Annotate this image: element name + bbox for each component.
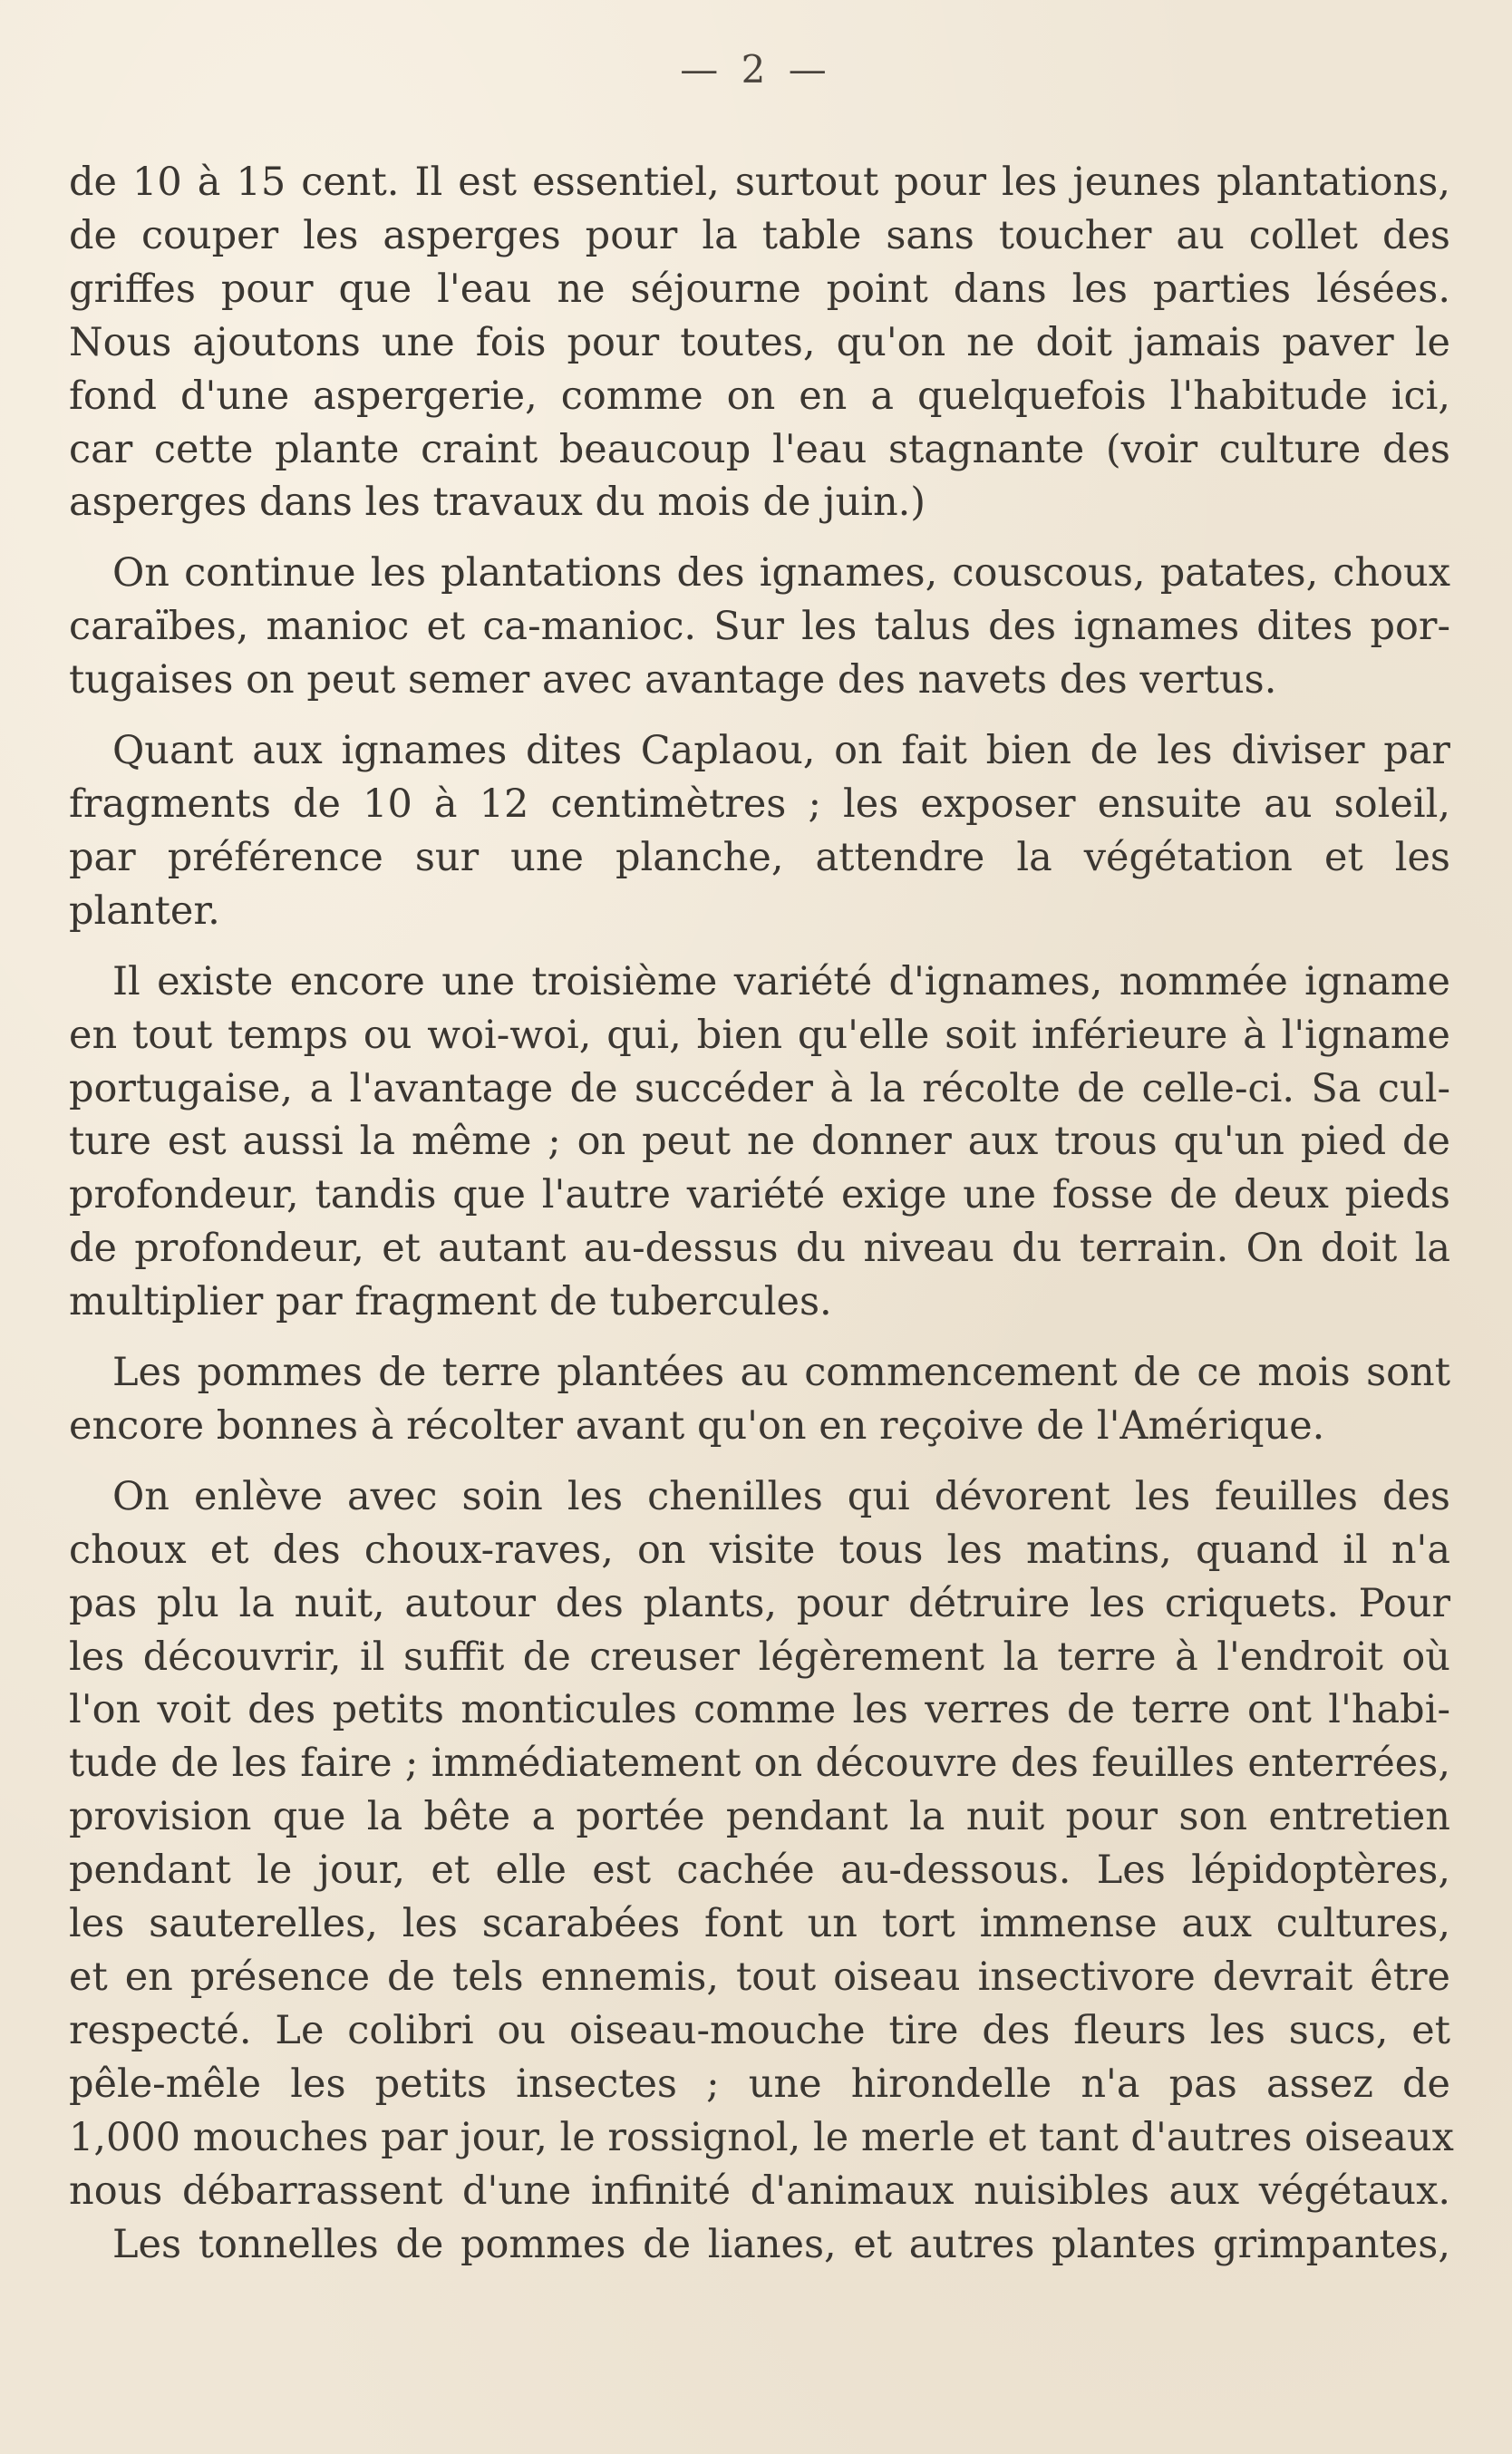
text-line: Il existe encore une troisième variété d'ignames, nommée igname bbox=[112, 958, 1450, 1004]
text-line: profondeur, tandis que l'autre variété exige une fosse de deux pieds bbox=[69, 1172, 1450, 1218]
text-line: portugaise, a l'avantage de succéder à la récolte de celle-ci. Sa cul- bbox=[69, 1065, 1450, 1111]
text-line: griffes pour que l'eau ne séjourne point dans les parties lésées. bbox=[69, 266, 1450, 312]
paragraph-pests bbox=[69, 1470, 1454, 2272]
paragraph-plantations bbox=[69, 547, 1450, 707]
paragraph-potatoes bbox=[69, 1346, 1450, 1453]
text-line: On enlève avec soin les chenilles qui dévorent les feuilles des bbox=[112, 1473, 1450, 1519]
text-line: Quant aux ignames dites Caplaou, on fait bien de les diviser par bbox=[112, 728, 1450, 774]
text-line: On continue les plantations des ignames, couscous, patates, choux bbox=[112, 550, 1450, 597]
text-line: Les tonnelles de pommes de lianes, et autres plantes grimpantes, bbox=[112, 2221, 1450, 2267]
text-line: en tout temps ou woi-woi, qui, bien qu'elle soit inférieure à l'igname bbox=[69, 1012, 1450, 1058]
text-line: ture est aussi la même ; on peut ne donner aux trous qu'un pied de bbox=[69, 1119, 1450, 1165]
text-line: Nous ajoutons une fois pour toutes, qu'on ne doit jamais paver le bbox=[69, 319, 1450, 365]
text-line: Les pommes de terre plantées au commencement de ce mois sont bbox=[112, 1350, 1450, 1396]
text-line: respecté. Le colibri ou oiseau-mouche tire des fleurs les sucs, et bbox=[69, 2007, 1450, 2053]
text-line: pendant le jour, et elle est cachée au-dessous. Les lépidoptères, bbox=[69, 1848, 1450, 1894]
text-line: asperges dans les travaux du mois de juin.) bbox=[69, 480, 926, 526]
text-line: caraïbes, manioc et ca-manioc. Sur les talus des ignames dites por- bbox=[69, 604, 1450, 650]
text-line: pêle-mêle les petits insectes ; une hirondelle n'a pas assez de bbox=[69, 2061, 1450, 2107]
text-line: de profondeur, et autant au-dessus du niveau du terrain. On doit la bbox=[69, 1226, 1450, 1272]
paragraph-woi-woi bbox=[69, 955, 1450, 1329]
text-line: multiplier par fragment de tubercules. bbox=[69, 1279, 832, 1325]
paragraph-asparagus bbox=[69, 156, 1450, 529]
page-number: — 2 — bbox=[680, 47, 832, 92]
text-line: provision que la bête a portée pendant la nuit pour son entretien bbox=[69, 1794, 1450, 1840]
text-line: choux et des choux-raves, on visite tous les matins, quand il n'a bbox=[69, 1527, 1450, 1573]
text-line: de couper les asperges pour la table sans toucher au collet des bbox=[69, 212, 1450, 258]
text-line: de 10 à 15 cent. Il est essentiel, surtout pour les jeunes plantations, bbox=[69, 160, 1450, 205]
text-line: car cette plante craint beaucoup l'eau stagnante (voir culture des bbox=[69, 426, 1450, 472]
text-line: l'on voit des petits monticules comme les verres de terre ont l'habi- bbox=[69, 1687, 1450, 1733]
text-line: planter. bbox=[69, 888, 220, 934]
body-text bbox=[69, 156, 1454, 2271]
text-line: nous débarrassent d'une infinité d'animaux nuisibles aux végétaux. bbox=[69, 2168, 1450, 2214]
text-line: fragments de 10 à 12 centimètres ; les exposer ensuite au soleil, bbox=[69, 781, 1450, 827]
text-line: tude de les faire ; immédiatement on découvre des feuilles enterrées, bbox=[69, 1741, 1450, 1787]
text-line: fond d'une aspergerie, comme on en a quelquefois l'habitude ici, bbox=[69, 373, 1450, 419]
text-line: les sauterelles, les scarabées font un tort immense aux cultures, bbox=[69, 1901, 1450, 1947]
text-line: encore bonnes à récolter avant qu'on en reçoive de l'Amérique. bbox=[69, 1402, 1325, 1449]
text-line: pas plu la nuit, autour des plants, pour détruire les criquets. Pour bbox=[69, 1580, 1450, 1626]
paragraph-caplaou bbox=[69, 724, 1450, 938]
text-line: et en présence de tels ennemis, tout oiseau insectivore devrait être bbox=[69, 1954, 1450, 2000]
text-line: tugaises on peut semer avec avantage des navets des vertus. bbox=[69, 657, 1277, 703]
text-line: par préférence sur une planche, attendre la végétation et les bbox=[69, 834, 1450, 880]
text-line: les découvrir, il suffit de creuser légèrement la terre à l'endroit où bbox=[69, 1634, 1450, 1680]
text-line: 1,000 mouches par jour, le rossignol, le merle et tant d'autres oiseaux bbox=[69, 2114, 1454, 2160]
